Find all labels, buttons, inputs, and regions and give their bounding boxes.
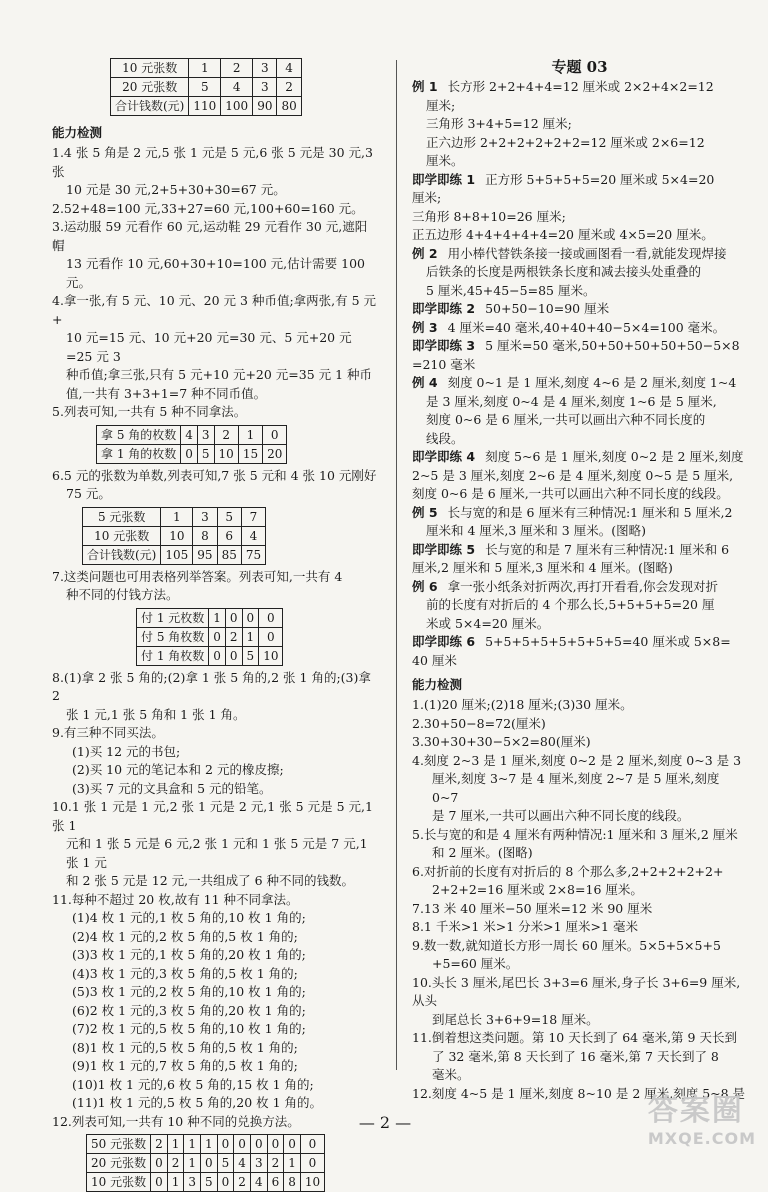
table-row xyxy=(137,646,283,665)
q11-line: (3)3 枚 1 元的,1 枚 5 角的,20 枚 1 角的; xyxy=(72,947,306,962)
table-cell: 2 xyxy=(234,1173,251,1192)
table-row xyxy=(111,78,302,97)
table-cell: 拿 5 角的枚数 xyxy=(97,425,181,444)
table-cell: 10 xyxy=(300,1173,324,1192)
line-text: 3.30+30+30−5×2=80(厘米) xyxy=(412,734,591,749)
table-cell: 0 xyxy=(217,1173,234,1192)
q3-line: 13 元看作 10 元,60+30+10=100 元,估计需要 100 元。 xyxy=(66,256,365,290)
table-row xyxy=(137,608,283,627)
table-cell: 0 xyxy=(263,425,287,444)
rlines-line xyxy=(412,393,747,412)
line-text: 拿一张小纸条対折两次,再打开看看,你会发现对折 xyxy=(447,578,719,594)
answer-11 xyxy=(52,891,377,1113)
rlines-line xyxy=(412,97,747,116)
q11-line: (9)1 枚 1 元的,7 枚 5 角的,5 枚 1 角的; xyxy=(72,1058,298,1073)
table-cell: 付 1 元枚数 xyxy=(137,608,209,627)
table-cell: 5 元张数 xyxy=(83,507,161,526)
q2-line: 2.52+48=100 元,33+27=60 元,100+60=160 元。 xyxy=(52,200,364,216)
rlines-line xyxy=(412,282,747,301)
rlines-line xyxy=(412,411,747,430)
q9-line: (2)买 10 元的笔记本和 2 元的橡皮擦; xyxy=(72,762,284,777)
line-text: 长与宽的和是 7 厘米有三种情况:1 厘米和 6 xyxy=(485,541,730,557)
q4-line: 4.拿一张,有 5 元、10 元、20 元 3 种币值;拿两张,有 5 元+ xyxy=(52,293,377,327)
table-row xyxy=(87,1173,325,1192)
line-text: 2~5 是 3 厘米,刻度 2~6 是 4 厘米,刻度 0~5 是 5 厘米, xyxy=(412,467,734,483)
table-cell: 90 xyxy=(253,97,277,116)
line-text: 三角形 3+4+5=12 厘米; xyxy=(426,116,572,131)
table-exchange-methods xyxy=(86,1134,325,1192)
table-cell: 0 xyxy=(259,627,283,646)
table-row xyxy=(87,1154,325,1173)
table-cell: 合计钱数(元) xyxy=(111,97,189,116)
example-label: 即学即练 1 xyxy=(412,171,476,187)
table-row xyxy=(97,444,287,463)
table-cell: 3 xyxy=(184,1173,201,1192)
rans-line xyxy=(412,881,747,900)
line-text: 2.30+50−8=72(厘米) xyxy=(412,715,546,731)
q10-line: 10.1 张 1 元是 1 元,2 张 1 元是 2 元,1 张 5 元是 5 元,1 张 1 xyxy=(52,799,373,833)
table-cell: 1 xyxy=(201,1135,218,1154)
table-cell: 6 xyxy=(217,526,241,545)
q11-line: (2)4 枚 1 元的,2 枚 5 角的,5 枚 1 角的; xyxy=(72,928,298,944)
q7-line: 种不同的付钱方法。 xyxy=(66,587,179,602)
line-text: 用小棒代替铁条接一接或画图看一看,就能发现焊接 xyxy=(447,245,727,261)
line-text: 长方形 2+2+4+4=12 厘米或 2×2+4×2=12 xyxy=(447,79,714,94)
rans-line xyxy=(412,1029,747,1048)
q1-line: 1.4 张 5 角是 2 元,5 张 1 元是 5 元,6 张 5 元是 30 元,3 张 xyxy=(52,145,373,179)
line-text: 刻度 5~6 是 1 厘米,刻度 0~2 是 2 厘米,刻度 xyxy=(485,449,744,464)
table-cell: 0 xyxy=(259,608,283,627)
page-number: — 2 — xyxy=(358,1113,412,1132)
examples-block xyxy=(412,78,747,670)
q4-line: 10 元=15 元、10 元+20 元=30 元、5 元+20 元=25 元 3 xyxy=(66,330,352,364)
line-text: 正方形 5+5+5+5=20 厘米或 5×4=20 xyxy=(485,171,715,187)
line-text: 8.1 千米>1 米>1 分米>1 厘米>1 毫米 xyxy=(412,919,638,934)
table-cell: 0 xyxy=(151,1173,168,1192)
rans-line xyxy=(412,826,747,845)
table-cell: 5 xyxy=(217,1154,234,1173)
line-text: 正六边形 2+2+2+2+2+2=12 厘米或 2×6=12 xyxy=(426,134,705,150)
table-cell: 85 xyxy=(217,545,241,564)
table-cell: 7 xyxy=(241,507,265,526)
table-cell: 5 xyxy=(201,1173,218,1192)
table-cell: 75 xyxy=(241,545,265,564)
table-row xyxy=(83,507,266,526)
rlines-line xyxy=(412,263,747,282)
table-cell: 3 xyxy=(253,78,277,97)
rans-line xyxy=(412,770,747,807)
line-text: 9.数一数,就知道长方形一周长 60 厘米。5×5+5×5+5 xyxy=(412,937,721,953)
answer-5: 5.列表可知,一共有 5 种不同拿法。 xyxy=(52,404,247,419)
q10-line: 元和 1 张 5 元是 6 元,2 张 1 元和 1 张 5 元是 7 元,1 张 1 元 xyxy=(66,836,368,870)
line-text: 5+5+5+5+5+5+5+5=40 厘米或 5×8= xyxy=(485,634,731,649)
q11-line: 11.每种不超过 20 枚,故有 11 种不同拿法。 xyxy=(52,891,299,907)
q11-line: (5)3 枚 1 元的,2 枚 5 角的,10 枚 1 角的; xyxy=(72,984,306,999)
table-cell: 8 xyxy=(193,526,217,545)
rans-line xyxy=(412,1048,747,1067)
q11-line: (11)1 枚 1 元的,5 枚 5 角的,20 枚 1 角的。 xyxy=(72,1095,323,1110)
table-cell: 20 元张数 xyxy=(87,1154,151,1173)
table-cell: 0 xyxy=(201,1154,218,1173)
table-cell: 0 xyxy=(242,608,259,627)
table-cell: 0 xyxy=(300,1154,324,1173)
line-text: 5 厘米,45+45−5=85 厘米。 xyxy=(426,282,596,298)
rlines-line xyxy=(412,337,747,356)
rlines-line xyxy=(412,633,747,652)
answer-9 xyxy=(52,724,377,798)
table-cell: 1 xyxy=(167,1135,184,1154)
q4-line: 种币值;拿三张,只有 5 元+10 元+20 元=35 元 1 种币 xyxy=(66,367,373,382)
table-cell: 1 xyxy=(184,1154,201,1173)
table-cell: 95 xyxy=(193,545,217,564)
table-cell: 2 xyxy=(277,78,301,97)
table-cell: 6 xyxy=(267,1173,284,1192)
table-cell: 5 xyxy=(197,444,214,463)
example-label: 例 5 xyxy=(412,504,438,520)
table-cell: 5 xyxy=(189,78,221,97)
q11-line: (1)4 枚 1 元的,1 枚 5 角的,10 枚 1 角的; xyxy=(72,910,306,925)
rlines-line xyxy=(412,374,747,393)
table-cell: 10 元张数 xyxy=(83,526,161,545)
table-cell: 0 xyxy=(225,608,242,627)
table-cell: 2 xyxy=(167,1154,184,1173)
line-text: 10.头长 3 厘米,尾巴长 3+3=6 厘米,身子长 3+6=9 厘米,从头 xyxy=(412,974,741,1008)
table-cell: 1 xyxy=(189,59,221,78)
line-text: 厘米,刻度 3~7 是 4 厘米,刻度 2~7 是 5 厘米,刻度 0~7 xyxy=(432,771,720,805)
q11-line: (6)2 枚 1 元的,3 枚 5 角的,20 枚 1 角的; xyxy=(72,1002,306,1018)
example-label: 例 4 xyxy=(412,375,438,390)
table-cell: 1 xyxy=(284,1154,301,1173)
table-cell: 3 xyxy=(193,507,217,526)
table-cell: 80 xyxy=(277,97,301,116)
table-cell: 1 xyxy=(238,425,262,444)
table-cell: 0 xyxy=(217,1135,234,1154)
table-money-10-20 xyxy=(110,58,302,116)
q9-line: (1)买 12 元的书包; xyxy=(72,743,181,759)
table-money-5-10 xyxy=(82,507,266,565)
table-payment-methods xyxy=(136,608,283,666)
table-cell: 15 xyxy=(238,444,262,463)
rlines-line xyxy=(412,189,747,208)
table-cell: 0 xyxy=(151,1154,168,1173)
example-label: 即学即练 2 xyxy=(412,301,476,316)
table-cell: 1 xyxy=(209,608,226,627)
table-cell: 20 xyxy=(263,444,287,463)
table-cell: 1 xyxy=(167,1173,184,1192)
line-text: 到尾总长 3+6+9=18 厘米。 xyxy=(432,1011,599,1027)
answer-6 xyxy=(52,467,377,504)
line-text: 50+50−10=90 厘米 xyxy=(485,301,610,316)
line-text: 长与宽的和是 6 厘米有三种情况:1 厘米和 5 厘米,2 xyxy=(447,504,733,520)
line-text: =210 毫米 xyxy=(412,356,476,372)
line-text: 厘米。 xyxy=(426,153,464,168)
table-cell: 0 xyxy=(300,1135,324,1154)
table-cell: 2 xyxy=(151,1135,168,1154)
q8-line: 8.(1)拿 2 张 5 角的;(2)拿 1 张 5 角的,2 张 1 角的;(3)拿 2 xyxy=(52,669,371,703)
table-cell: 0 xyxy=(209,646,226,665)
section-heading-left: 能力检测 xyxy=(52,125,103,140)
answer-4 xyxy=(52,292,377,403)
table-cell: 4 xyxy=(181,425,198,444)
rans-line xyxy=(412,733,747,752)
rans-line xyxy=(412,863,747,882)
table-cell: 0 xyxy=(209,627,226,646)
table-cell: 付 5 角枚数 xyxy=(137,627,209,646)
rlines-line xyxy=(412,430,747,449)
answer-7 xyxy=(52,568,377,605)
table-cell: 2 xyxy=(225,627,242,646)
table-coins-5jiao-1jiao xyxy=(96,425,287,464)
table-cell: 合计钱数(元) xyxy=(83,545,161,564)
rlines-line xyxy=(412,615,747,634)
q1-line: 10 元是 30 元,2+5+30+30=67 元。 xyxy=(66,182,286,197)
table-cell: 105 xyxy=(161,545,193,564)
table-cell: 5 xyxy=(217,507,241,526)
q6-line: 75 元。 xyxy=(66,486,111,501)
line-text: 2+2+2=16 厘米或 2×8=16 厘米。 xyxy=(432,882,643,897)
rlines-line xyxy=(412,226,747,245)
table-cell: 2 xyxy=(221,59,253,78)
line-text: 厘米; xyxy=(412,190,442,205)
line-text: 厘米; xyxy=(426,97,456,113)
line-text: 4 厘米=40 毫米,40+40+40−5×4=100 毫米。 xyxy=(447,319,726,335)
table-cell: 付 1 角枚数 xyxy=(137,646,209,665)
q11-line: (8)1 枚 1 元的,5 枚 5 角的,5 枚 1 角的; xyxy=(72,1039,298,1055)
table-row xyxy=(83,526,266,545)
table-cell: 4 xyxy=(277,59,301,78)
table-cell: 20 元张数 xyxy=(111,78,189,97)
table-cell: 0 xyxy=(267,1135,284,1154)
example-label: 例 3 xyxy=(412,319,438,335)
table-cell: 3 xyxy=(250,1154,267,1173)
rans-line xyxy=(412,918,747,937)
table-cell: 100 xyxy=(221,97,253,116)
rans-line xyxy=(412,974,747,1011)
rans-line xyxy=(412,696,747,715)
q6-line: 6.5 元的张数为单数,列表可知,7 张 5 元和 4 张 10 元刚好 xyxy=(52,467,377,483)
line-text: 米或 5×4=20 厘米。 xyxy=(426,615,550,631)
line-text: 6.对折前的长度有对折后的 8 个那么多,2+2+2+2+2+ xyxy=(412,863,724,879)
table-cell: 0 xyxy=(284,1135,301,1154)
line-text: 5.长与宽的和是 4 厘米有两种情况:1 厘米和 3 厘米,2 厘米 xyxy=(412,826,738,842)
rans-line xyxy=(412,844,747,863)
answer-10 xyxy=(52,798,377,891)
table-row xyxy=(111,59,302,78)
table-row xyxy=(87,1135,325,1154)
rlines-line xyxy=(412,504,747,523)
table-cell: 10 元张数 xyxy=(111,59,189,78)
line-text: 是 7 厘米,一共可以画出六种不同长度的线段。 xyxy=(432,808,690,823)
q8-line: 张 1 元,1 张 5 角和 1 张 1 角。 xyxy=(66,706,246,722)
answer-1 xyxy=(52,144,377,200)
line-text: 和 2 厘米。(图略) xyxy=(432,845,533,860)
rlines-line xyxy=(412,245,747,264)
table-cell: 110 xyxy=(189,97,221,116)
line-text: 厘米和 4 厘米,3 厘米和 3 厘米。(图略) xyxy=(426,523,646,538)
table-cell: 4 xyxy=(234,1154,251,1173)
q11-line: (7)2 枚 1 元的,5 枚 5 角的,10 枚 1 角的; xyxy=(72,1021,306,1036)
example-label: 即学即练 5 xyxy=(412,541,476,557)
left-column xyxy=(52,58,377,1192)
line-text: 12.刻度 4~5 是 1 厘米,刻度 8~10 是 2 厘米,刻度 5~8 是 xyxy=(412,1085,746,1101)
example-label: 例 1 xyxy=(412,79,438,94)
table-cell: 10 元张数 xyxy=(87,1173,151,1192)
table-cell: 1 xyxy=(184,1135,201,1154)
rlines-line xyxy=(412,596,747,615)
line-text: 厘米,2 厘米和 5 厘米,3 厘米和 4 厘米。(图略) xyxy=(412,560,673,575)
line-text: 正五边形 4+4+4+4+4=20 厘米或 4×5=20 厘米。 xyxy=(412,227,714,242)
rans-line xyxy=(412,937,747,956)
rlines-line xyxy=(412,485,747,504)
line-text: 后铁条的长度是两根铁条长度和减去接头处重叠的 xyxy=(426,264,702,279)
line-text: 4.刻度 2~3 是 1 厘米,刻度 0~2 是 2 厘米,刻度 0~3 是 3 xyxy=(412,752,742,768)
table-cell: 1 xyxy=(242,627,259,646)
rans-line xyxy=(412,1066,747,1085)
rlines-line xyxy=(412,578,747,597)
answers-block xyxy=(412,696,747,1103)
table-cell: 3 xyxy=(253,59,277,78)
table-cell: 0 xyxy=(250,1135,267,1154)
example-label: 例 6 xyxy=(412,578,438,594)
rlines-line xyxy=(412,467,747,486)
table-cell: 2 xyxy=(267,1154,284,1173)
line-text: 毫米。 xyxy=(432,1067,470,1082)
rlines-line xyxy=(412,78,747,97)
answer-8 xyxy=(52,669,377,725)
rlines-line xyxy=(412,171,747,190)
line-text: 5 厘米=50 毫米,50+50+50+50+50−5×8 xyxy=(485,338,740,353)
rlines-line xyxy=(412,115,747,134)
table-cell: 0 xyxy=(181,444,198,463)
rlines-line xyxy=(412,559,747,578)
topic-title: 专题 03 xyxy=(551,58,608,76)
table-cell: 0 xyxy=(225,646,242,665)
table-row xyxy=(111,97,302,116)
answer-12: 12.列表可知,一共有 10 种不同的兑换方法。 xyxy=(52,1113,300,1129)
table-cell: 50 元张数 xyxy=(87,1135,151,1154)
rlines-line xyxy=(412,300,747,319)
q9-line: (3)买 7 元的文具盒和 5 元的铅笔。 xyxy=(72,780,272,796)
example-label: 即学即练 3 xyxy=(412,338,476,353)
rans-line xyxy=(412,715,747,734)
line-text: 刻度 0~1 是 1 厘米,刻度 4~6 是 2 厘米,刻度 1~4 xyxy=(447,375,737,390)
line-text: 线段。 xyxy=(426,430,464,446)
q9-line: 9.有三种不同买法。 xyxy=(52,725,164,740)
rans-line xyxy=(412,900,747,919)
table-cell: 8 xyxy=(284,1173,301,1192)
line-text: 刻度 0~6 是 6 厘米,一共可以画出六种不同长度的线段。 xyxy=(412,486,729,501)
table-cell: 4 xyxy=(250,1173,267,1192)
rlines-line xyxy=(412,448,747,467)
rlines-line xyxy=(412,356,747,375)
line-text: 刻度 0~6 是 6 厘米,一共可以画出六种不同长度的 xyxy=(426,412,706,427)
rlines-line xyxy=(412,541,747,560)
line-text: 11.倒着想这类问题。第 10 天长到了 64 毫米,第 9 天长到 xyxy=(412,1030,737,1045)
rlines-line xyxy=(412,522,747,541)
q10-line: 和 2 张 5 元是 12 元,一共组成了 6 种不同的钱数。 xyxy=(66,873,355,888)
table-cell: 10 xyxy=(259,646,283,665)
q7-line: 7.这类问题也可用表格列举答案。列表可知,一共有 4 xyxy=(52,568,343,584)
rans-line xyxy=(412,955,747,974)
line-text: 40 厘米 xyxy=(412,652,457,668)
line-text: 前的长度有对折后的 4 个那么长,5+5+5+5=20 厘 xyxy=(426,597,715,612)
table-cell: 拿 1 角的枚数 xyxy=(97,444,181,463)
table-cell: 3 xyxy=(197,425,214,444)
table-cell: 10 xyxy=(161,526,193,545)
q3-line: 3.运动服 59 元看作 60 元,运动鞋 29 元看作 30 元,遮阳帽 xyxy=(52,219,368,253)
rlines-line xyxy=(412,134,747,153)
table-cell: 5 xyxy=(242,646,259,665)
right-column xyxy=(412,56,747,1103)
column-divider xyxy=(396,60,397,1070)
line-text: +5=60 厘米。 xyxy=(432,956,519,971)
rlines-line xyxy=(412,208,747,227)
table-cell: 10 xyxy=(214,444,238,463)
table-cell: 1 xyxy=(161,507,193,526)
table-row xyxy=(83,545,266,564)
table-row xyxy=(137,627,283,646)
rans-line xyxy=(412,807,747,826)
q4-line: 值,一共有 3+3+1=7 种不同币值。 xyxy=(66,385,267,401)
rlines-line xyxy=(412,652,747,671)
table-row xyxy=(97,425,287,444)
q11-line: (4)3 枚 1 元的,3 枚 5 角的,5 枚 1 角的; xyxy=(72,965,298,981)
section-heading-right: 能力检测 xyxy=(412,677,463,692)
line-text: 了 32 毫米,第 8 天长到了 16 毫米,第 7 天长到了 8 xyxy=(432,1048,719,1064)
line-text: 三角形 8+8+10=26 厘米; xyxy=(412,208,566,224)
rlines-line xyxy=(412,152,747,171)
table-cell: 0 xyxy=(234,1135,251,1154)
rlines-line xyxy=(412,319,747,338)
table-cell: 2 xyxy=(214,425,238,444)
rans-line xyxy=(412,1011,747,1030)
answer-3 xyxy=(52,218,377,292)
line-text: 是 3 厘米,刻度 0~4 是 4 厘米,刻度 1~6 是 5 厘米, xyxy=(426,393,717,409)
example-label: 例 2 xyxy=(412,245,438,261)
line-text: 7.13 米 40 厘米−50 厘米=12 米 90 厘米 xyxy=(412,900,653,916)
table-cell: 4 xyxy=(241,526,265,545)
example-label: 即学即练 4 xyxy=(412,449,476,464)
line-text: 1.(1)20 厘米;(2)18 厘米;(3)30 厘米。 xyxy=(412,697,633,712)
answer-2 xyxy=(52,200,377,219)
watermark-logo: 答案圈 MXQE.COM xyxy=(647,1093,756,1148)
example-label: 即学即练 6 xyxy=(412,634,476,649)
q11-line: (10)1 枚 1 元的,6 枚 5 角的,15 枚 1 角的; xyxy=(72,1076,314,1092)
rans-line xyxy=(412,752,747,771)
table-cell: 4 xyxy=(221,78,253,97)
